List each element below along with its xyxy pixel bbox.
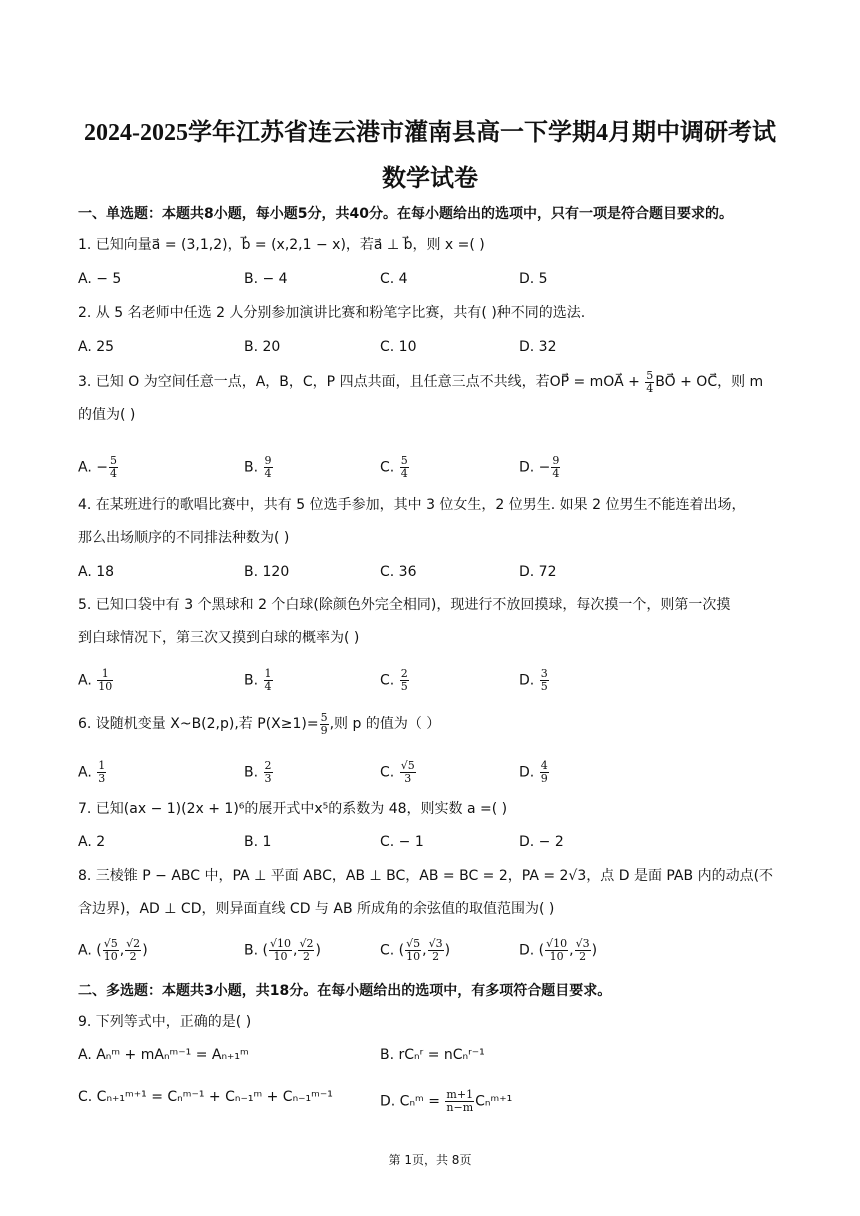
- question-8-option-b: B. ( $\frac{√10}{10}$ , $\frac{√2}{2}$ ): [244, 937, 321, 963]
- option-fraction: [540, 760, 549, 785]
- fraction-numerator: 3: [540, 667, 548, 680]
- question-4-option-c: C. 36: [380, 564, 417, 580]
- option-prefix: B.: [244, 764, 263, 781]
- question-4-option-b: B. 120: [244, 564, 290, 580]
- page-footer: 第 1页，共 8页: [388, 1153, 472, 1167]
- option-fraction: [298, 938, 314, 963]
- option-fraction: [264, 760, 273, 785]
- question-8-stem: [78, 860, 788, 926]
- fraction-denominator: 4: [264, 680, 272, 693]
- question-5-stem-line1: 5. 已知口袋中有 3 个黑球和 2 个白球(除颜色外完全相同)，现进行不放回摸球，每次摸一个，则第一次摸: [78, 597, 731, 613]
- fraction-numerator: 2: [400, 667, 408, 680]
- question-8-option-d: D. ( $\frac{√10}{10}$ , $\frac{√3}{2}$ ): [519, 937, 598, 963]
- fraction-denominator: 3: [404, 772, 412, 785]
- fraction-denominator: 10: [103, 950, 118, 963]
- fraction-numerator: √10: [546, 937, 568, 950]
- option-fraction: [400, 760, 416, 785]
- question-3-stem-head: 3. 已知 O 为空间任意一点，A，B，C，P 四点共面，且任意三点不共线，若OP⃗ = mOA⃗ +: [78, 374, 645, 390]
- question-3-option-c: [380, 455, 410, 480]
- question-5-stem-line2: 到白球情况下，第三次又摸到白球的概率为( ): [78, 630, 360, 646]
- question-3-stem-tail: BO⃗ + OC⃗，则 m: [655, 374, 764, 390]
- fraction-numerator: 1: [264, 667, 272, 680]
- option-prefix: B.: [244, 459, 263, 476]
- fraction-numerator: 5: [320, 710, 328, 724]
- option-prefix: B. (: [244, 942, 268, 959]
- fraction-numerator: 5: [400, 454, 408, 467]
- question-8-stem-line2: 含边界)，AD ⊥ CD，则异面直线 CD 与 AB 所成角的余弦值的取值范围为( ): [78, 901, 555, 917]
- question-4-stem-line1: 4. 在某班进行的歌唱比赛中，共有 5 位选手参加，其中 3 位女生，2 位男生. 如果 2 位男生不能连着出场，: [78, 497, 746, 513]
- option-prefix: D. Cₙᵐ =: [380, 1093, 445, 1110]
- option-fraction: [103, 938, 119, 963]
- section-single-choice: 一、单选题：本题共8小题，每小题5分，共40分。在每小题给出的选项中，只有一项是符合题目要求的。: [78, 206, 733, 222]
- fraction-numerator: 1: [97, 668, 113, 681]
- option-fraction: [400, 455, 409, 480]
- question-6-option-d: [519, 760, 550, 785]
- question-3-option-b: [244, 455, 274, 480]
- question-1-stem: 1. 已知向量a⃗ = (3,1,2)，b⃗ = (x,2,1 − x)，若a⃗ ⊥ b⃗，则 x =( ): [78, 237, 485, 253]
- fraction-denominator: 4: [109, 467, 117, 480]
- fraction-numerator: 9: [552, 454, 560, 467]
- option-prefix: D. (: [519, 942, 545, 959]
- fraction-numerator: √2: [126, 937, 141, 950]
- question-4-stem: [78, 489, 788, 555]
- question-5-option-d: [519, 668, 550, 693]
- fraction-numerator: 5: [646, 368, 654, 382]
- question-3-option-d: [519, 455, 561, 480]
- option-fraction: [545, 938, 568, 963]
- option-fraction: [445, 1089, 474, 1114]
- question-9-option-a: A. Aₙᵐ + mAₙᵐ⁻¹ = Aₙ₊₁ᵐ: [78, 1047, 249, 1063]
- option-fraction: [400, 668, 409, 693]
- question-6-stem: [78, 708, 788, 741]
- option-prefix: A.: [78, 764, 97, 781]
- option-fraction: [109, 455, 118, 480]
- fraction-denominator: 2: [129, 950, 137, 963]
- question-2-stem: 2. 从 5 名老师中任选 2 人分别参加演讲比赛和粉笔字比赛，共有( )种不同的选法.: [78, 305, 586, 321]
- question-5-option-a: [78, 668, 114, 693]
- question-6-stem-fraction: [320, 712, 329, 737]
- fraction-denominator: 2: [579, 950, 587, 963]
- question-6-option-a: [78, 760, 107, 785]
- fraction-denominator: 10: [549, 950, 564, 963]
- question-2-option-b: B. 20: [244, 339, 281, 355]
- fraction-denominator: 9: [320, 723, 328, 737]
- exam-subtitle: 数学试卷: [382, 166, 478, 192]
- fraction-denominator: 4: [264, 467, 272, 480]
- section-multi-choice: 二、多选题：本题共3小题，共18分。在每小题给出的选项中，有多项符合题目要求。: [78, 983, 612, 999]
- question-1-option-a: A. − 5: [78, 271, 122, 287]
- question-6-option-c: [380, 760, 417, 785]
- option-prefix: C. (: [380, 942, 405, 959]
- fraction-denominator: 10: [406, 950, 421, 963]
- option-prefix: A. −: [78, 459, 108, 476]
- question-4-stem-line2: 那么出场顺序的不同排法种数为( ): [78, 530, 290, 546]
- question-2-option-d: D. 32: [519, 339, 557, 355]
- question-1-option-c: C. 4: [380, 271, 408, 287]
- question-5-option-b: [244, 668, 274, 693]
- option-prefix: D.: [519, 672, 539, 689]
- question-8-stem-line1: 8. 三棱锥 P − ABC 中，PA ⊥ 平面 ABC，AB ⊥ BC，AB = BC = 2，PA = 2√3，点 D 是面 PAB 内的动点(不: [78, 868, 774, 884]
- fraction-denominator: 10: [98, 680, 113, 693]
- question-1-option-b: B. − 4: [244, 271, 288, 287]
- fraction-denominator: 9: [540, 772, 548, 785]
- option-fraction: [428, 938, 444, 963]
- fraction-denominator: 4: [552, 467, 560, 480]
- fraction-numerator: √5: [406, 937, 421, 950]
- option-tail: Cₙᵐ⁺¹: [475, 1093, 513, 1110]
- question-3-option-a: [78, 455, 119, 480]
- option-fraction: [97, 760, 106, 785]
- question-7-option-c: C. − 1: [380, 834, 424, 850]
- question-7-option-d: D. − 2: [519, 834, 564, 850]
- exam-title: 2024-2025学年江苏省连云港市灌南县高一下学期4月期中调研考试: [84, 120, 776, 146]
- option-prefix: D. −: [519, 459, 551, 476]
- option-prefix: C.: [380, 459, 399, 476]
- option-fraction: [125, 938, 141, 963]
- fraction-denominator: 5: [400, 680, 408, 693]
- fraction-numerator: 9: [264, 454, 272, 467]
- question-6-stem-tail: ,则 p 的值为（ ）: [329, 716, 441, 732]
- option-fraction: [575, 938, 591, 963]
- option-prefix: D.: [519, 764, 539, 781]
- question-3-stem-fraction: [645, 370, 654, 395]
- option-fraction: [551, 455, 560, 480]
- fraction-numerator: √10: [269, 937, 291, 950]
- fraction-numerator: m+1: [446, 1088, 474, 1101]
- question-4-option-a: A. 18: [78, 564, 115, 580]
- fraction-numerator: 5: [109, 454, 117, 467]
- question-9-option-b: B. rCₙʳ = nCₙʳ⁻¹: [380, 1047, 485, 1063]
- fraction-denominator: n−m: [446, 1101, 474, 1114]
- option-fraction: [264, 455, 273, 480]
- fraction-numerator: 1: [98, 759, 106, 772]
- question-1-option-d: D. 5: [519, 271, 548, 287]
- question-9-option-d: [380, 1089, 512, 1114]
- option-prefix: C.: [380, 764, 399, 781]
- question-7-option-a: A. 2: [78, 834, 106, 850]
- question-9-option-c: C. Cₙ₊₁ᵐ⁺¹ = Cₙᵐ⁻¹ + Cₙ₋₁ᵐ + Cₙ₋₁ᵐ⁻¹: [78, 1089, 333, 1105]
- fraction-denominator: 10: [273, 950, 288, 963]
- question-2-option-c: C. 10: [380, 339, 417, 355]
- fraction-numerator: 2: [264, 759, 272, 772]
- question-9-stem: 9. 下列等式中，正确的是( ): [78, 1014, 252, 1030]
- fraction-denominator: 3: [264, 772, 272, 785]
- question-5-option-c: [380, 668, 410, 693]
- question-6-stem-head: 6. 设随机变量 X~B(2,p),若 P(X≥1)=: [78, 716, 319, 732]
- fraction-denominator: 3: [98, 772, 106, 785]
- question-3-stem: [78, 366, 788, 432]
- fraction-numerator: √3: [428, 937, 443, 950]
- fraction-numerator: √2: [299, 937, 314, 950]
- option-fraction: [540, 668, 549, 693]
- option-prefix: C.: [380, 672, 399, 689]
- question-3-stem-line2: 的值为( ): [78, 407, 136, 423]
- question-8-option-c: C. ( $\frac{√5}{10}$ , $\frac{√3}{2}$ ): [380, 937, 451, 963]
- question-7-stem: 7. 已知(ax − 1)(2x + 1)⁶的展开式中x⁵的系数为 48，则实数 a =( ): [78, 801, 508, 817]
- question-7-option-b: B. 1: [244, 834, 272, 850]
- fraction-numerator: 4: [540, 759, 548, 772]
- fraction-denominator: 4: [646, 381, 654, 395]
- fraction-denominator: 4: [400, 467, 408, 480]
- fraction-numerator: √5: [103, 937, 118, 950]
- option-fraction: [269, 938, 292, 963]
- option-prefix: A.: [78, 672, 97, 689]
- fraction-denominator: 5: [540, 680, 548, 693]
- fraction-denominator: 2: [302, 950, 310, 963]
- option-prefix: A. (: [78, 942, 102, 959]
- question-8-option-a: A. ( $\frac{√5}{10}$ , $\frac{√2}{2}$ ): [78, 937, 148, 963]
- question-2-option-a: A. 25: [78, 339, 115, 355]
- fraction-numerator: √3: [575, 937, 590, 950]
- question-6-option-b: [244, 760, 274, 785]
- option-fraction: [97, 668, 113, 693]
- option-fraction: [405, 938, 421, 963]
- option-prefix: B.: [244, 672, 263, 689]
- fraction-numerator: √5: [400, 759, 415, 772]
- option-fraction: [264, 668, 273, 693]
- fraction-denominator: 2: [432, 950, 440, 963]
- question-4-option-d: D. 72: [519, 564, 557, 580]
- question-5-stem: [78, 589, 788, 655]
